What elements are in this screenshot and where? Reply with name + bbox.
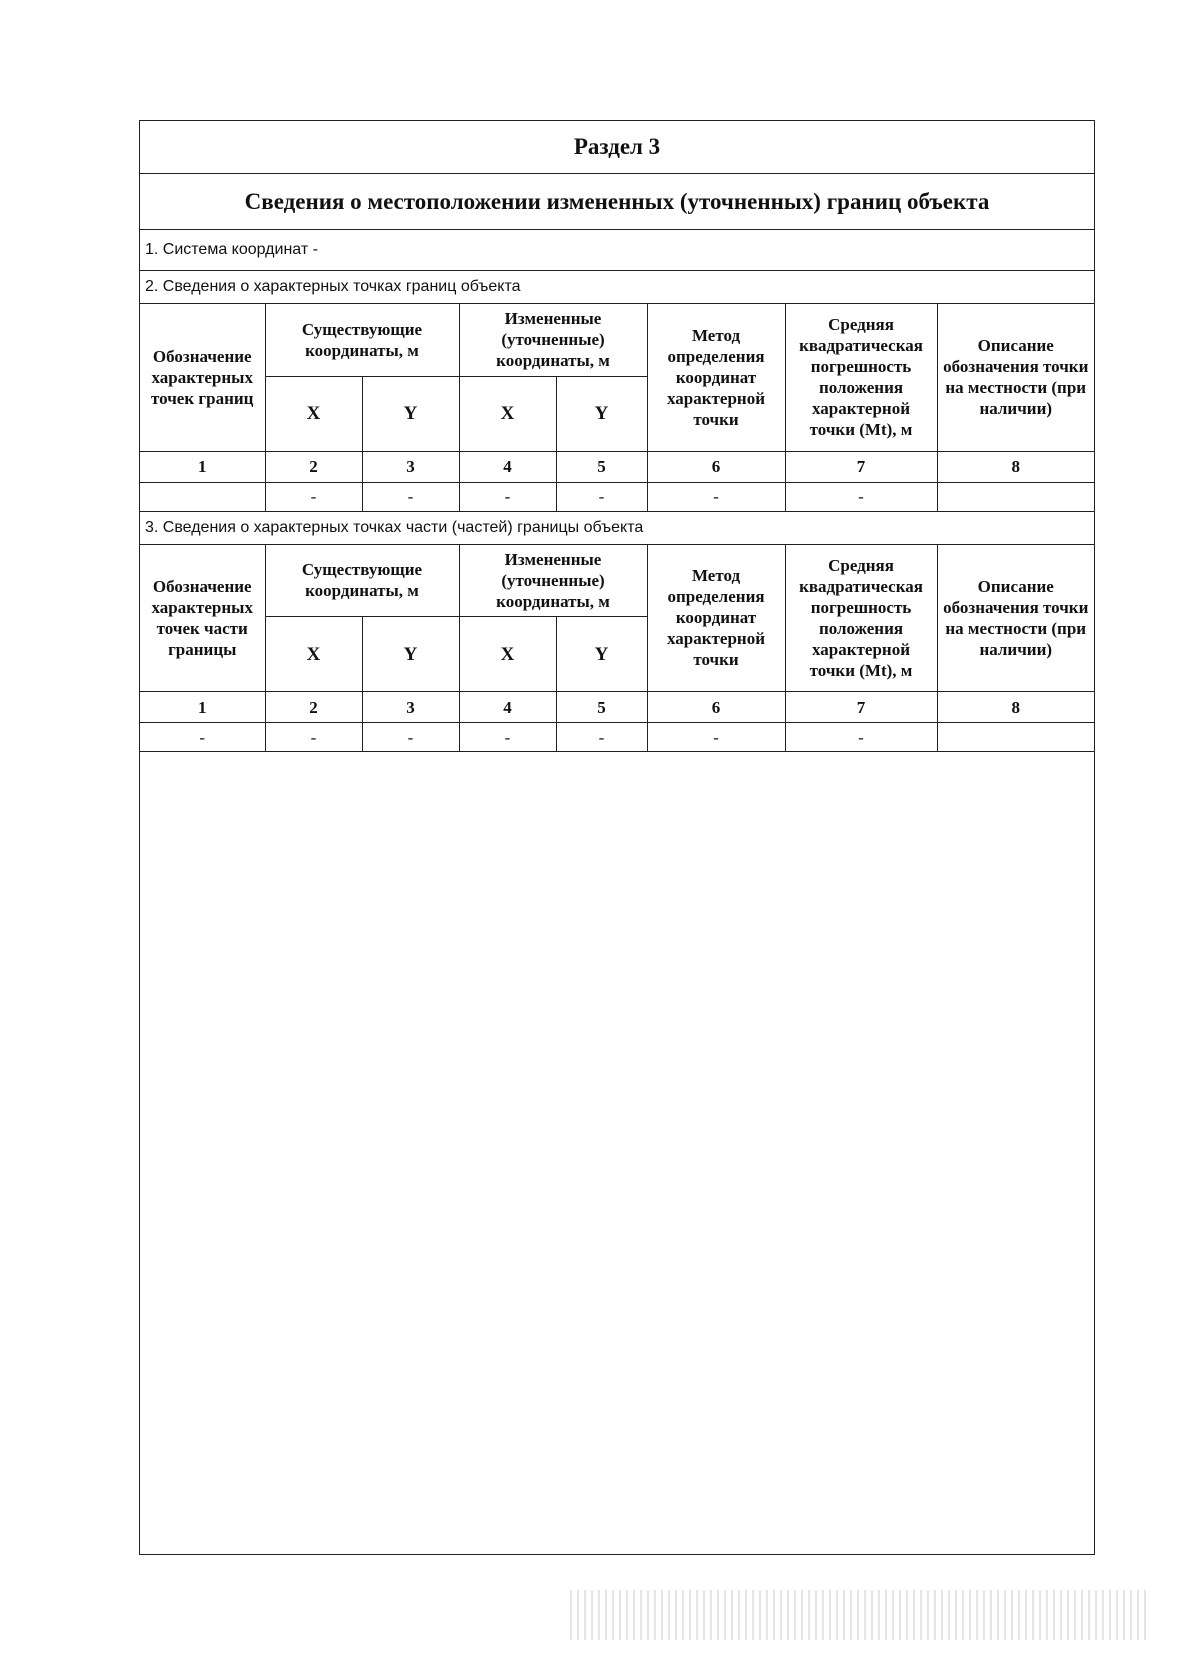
part-boundary-points-table [140, 545, 1094, 753]
table-cell [140, 482, 265, 511]
column-number: 7 [785, 692, 937, 723]
table-cell [937, 482, 1094, 511]
table-cell: - [265, 482, 362, 511]
header-point-designation: Обозначение характерных точек части границы [140, 545, 265, 692]
boundary-points-table [140, 304, 1094, 512]
header-y-existing: Y [362, 376, 459, 451]
table-cell: - [647, 482, 785, 511]
table-cell: - [556, 723, 647, 752]
section-title: Раздел 3 [140, 121, 1094, 174]
table-row [140, 723, 1094, 752]
column-number: 2 [265, 692, 362, 723]
column-number: 4 [459, 692, 556, 723]
coordinate-system-line: 1. Система координат - [140, 230, 1094, 271]
header-existing-coords: Существующие координаты, м [265, 304, 459, 376]
table-cell: - [556, 482, 647, 511]
table-row [140, 482, 1094, 511]
header-existing-coords: Существующие координаты, м [265, 545, 459, 617]
column-number: 6 [647, 451, 785, 482]
table-cell: - [362, 482, 459, 511]
table-cell: - [459, 482, 556, 511]
table-cell: - [459, 723, 556, 752]
column-number: 4 [459, 451, 556, 482]
column-number: 5 [556, 451, 647, 482]
header-y-changed: Y [556, 376, 647, 451]
table-cell [937, 723, 1094, 752]
header-method: Метод определения координат характерной точки [647, 545, 785, 692]
column-number: 8 [937, 451, 1094, 482]
section-subtitle: Сведения о местоположении измененных (уточненных) границ объекта [140, 174, 1094, 230]
column-numbers-row [140, 692, 1094, 723]
column-numbers-row [140, 451, 1094, 482]
header-x-existing: X [265, 617, 362, 692]
header-x-existing: X [265, 376, 362, 451]
document-frame [139, 120, 1095, 1555]
table-cell: - [785, 482, 937, 511]
column-number: 2 [265, 451, 362, 482]
column-number: 5 [556, 692, 647, 723]
column-number: 8 [937, 692, 1094, 723]
header-x-changed: X [459, 617, 556, 692]
column-number: 6 [647, 692, 785, 723]
column-number: 3 [362, 451, 459, 482]
header-description: Описание обозначения точки на местности (при наличии) [937, 304, 1094, 451]
header-mean-error: Средняя квадратическая погрешность положения характерной точки (Mt), м [785, 545, 937, 692]
header-description: Описание обозначения точки на местности (при наличии) [937, 545, 1094, 692]
table-cell: - [785, 723, 937, 752]
header-changed-coords: Измененные (уточненные) координаты, м [459, 304, 647, 376]
header-mean-error: Средняя квадратическая погрешность положения характерной точки (Mt), м [785, 304, 937, 451]
column-number: 3 [362, 692, 459, 723]
table-cell: - [362, 723, 459, 752]
header-point-designation: Обозначение характерных точек границ [140, 304, 265, 451]
table-cell: - [140, 723, 265, 752]
table-cell: - [265, 723, 362, 752]
scan-artifact [570, 1590, 1150, 1640]
column-number: 1 [140, 451, 265, 482]
column-number: 1 [140, 692, 265, 723]
header-y-existing: Y [362, 617, 459, 692]
section-2-label: 2. Сведения о характерных точках границ объекта [140, 271, 1094, 304]
header-y-changed: Y [556, 617, 647, 692]
column-number: 7 [785, 451, 937, 482]
header-x-changed: X [459, 376, 556, 451]
section-3-label: 3. Сведения о характерных точках части (частей) границы объекта [140, 512, 1094, 545]
header-changed-coords: Измененные (уточненные) координаты, м [459, 545, 647, 617]
header-method: Метод определения координат характерной точки [647, 304, 785, 451]
table-cell: - [647, 723, 785, 752]
